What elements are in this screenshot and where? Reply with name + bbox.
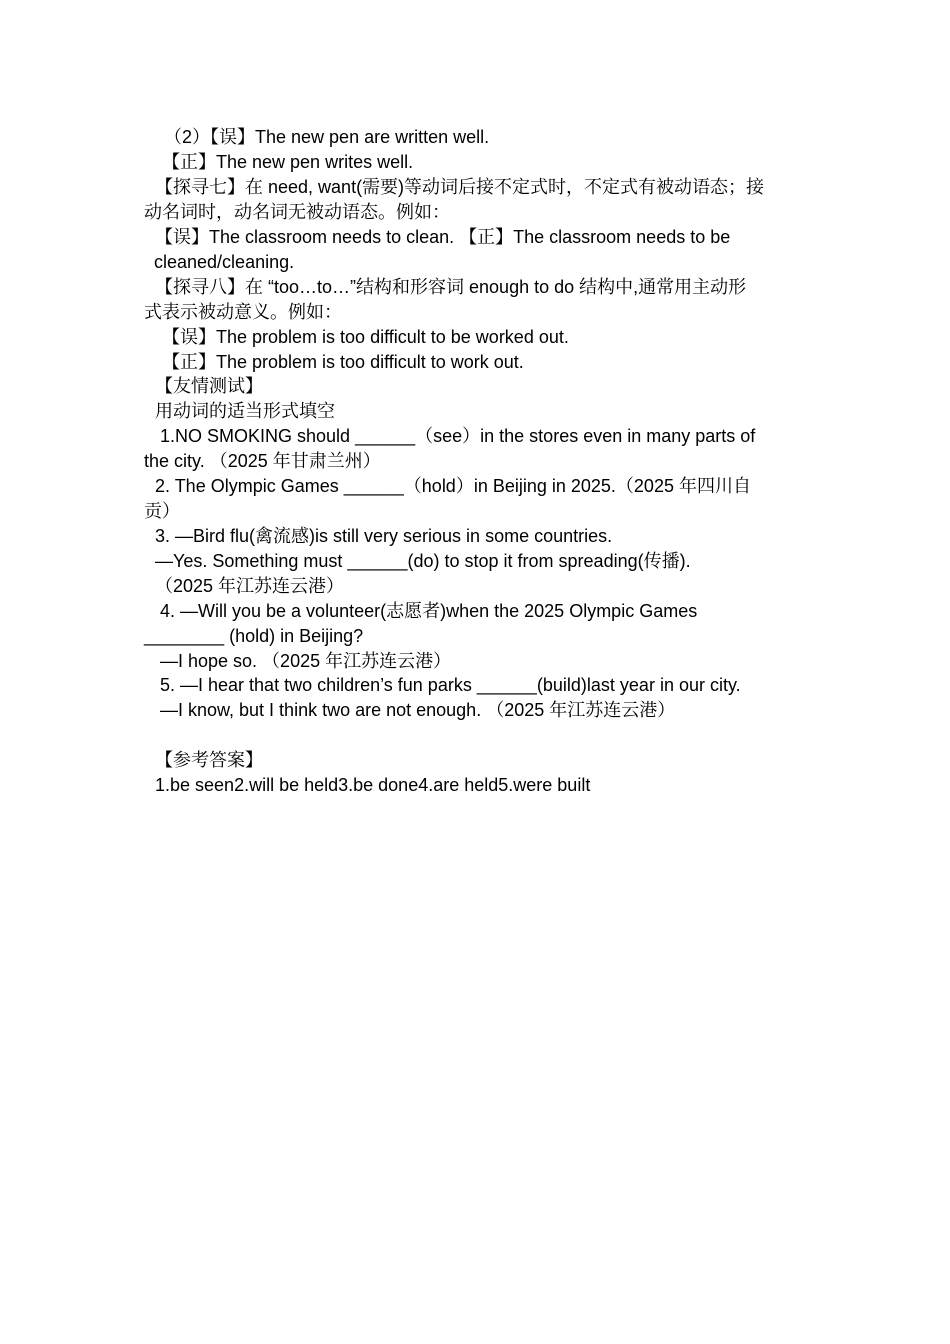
text-line: （2）【误】The new pen are written well.	[164, 127, 490, 147]
text-line: 【正】The new pen writes well.	[157, 152, 414, 172]
text-line: 【探寻八】在 “too…to…”结构和形容词 enough to do 结构中,通常用主动形	[155, 277, 747, 297]
text-line: （2025 年江苏连云港）	[155, 576, 345, 596]
text-line: 【参考答案】	[155, 750, 263, 770]
text-line: —I know, but I think two are not enough. （2025 年江苏连云港）	[160, 700, 676, 720]
text-line: 【误】The problem is too difficult to be worked out.	[157, 327, 569, 347]
text-line: cleaned/cleaning.	[154, 252, 295, 272]
text-line: the city. （2025 年甘肃兰州）	[144, 451, 381, 471]
text-line: 【探寻七】在 need, want(需要)等动词后接不定式时，不定式有被动语态；接	[155, 177, 765, 197]
text-line: 1.NO SMOKING should ______（see）in the stores even in many parts of	[160, 426, 756, 446]
text-line: 动名词时，动名词无被动语态。例如：	[144, 202, 450, 222]
text-line: 【友情测试】	[155, 376, 263, 396]
text-line: 2. The Olympic Games ______（hold）in Beijing in 2025.（2025 年四川自	[155, 476, 751, 496]
text-line: 3. —Bird flu(禽流感)is still very serious in some countries.	[155, 526, 613, 546]
text-line: 用动词的适当形式填空	[155, 401, 335, 421]
text-line: 1.be seen2.will be held3.be done4.are held5.were built	[155, 775, 591, 795]
text-line: 式表示被动意义。例如：	[144, 302, 342, 322]
text-line: 【正】The problem is too difficult to work out.	[157, 352, 524, 372]
text-line: 贡）	[144, 501, 180, 521]
text-line: ________ (hold) in Beijing?	[144, 626, 364, 646]
text-line: —I hope so. （2025 年江苏连云港）	[160, 651, 452, 671]
text-line: 4. —Will you be a volunteer(志愿者)when the 2025 Olympic Games	[160, 601, 698, 621]
text-line: 【误】The classroom needs to clean. 【正】The classroom needs to be	[150, 227, 731, 247]
text-line: —Yes. Something must ______(do) to stop it from spreading(传播).	[155, 551, 691, 571]
text-line: 5. —I hear that two children’s fun parks ______(build)last year in our city.	[160, 675, 741, 695]
